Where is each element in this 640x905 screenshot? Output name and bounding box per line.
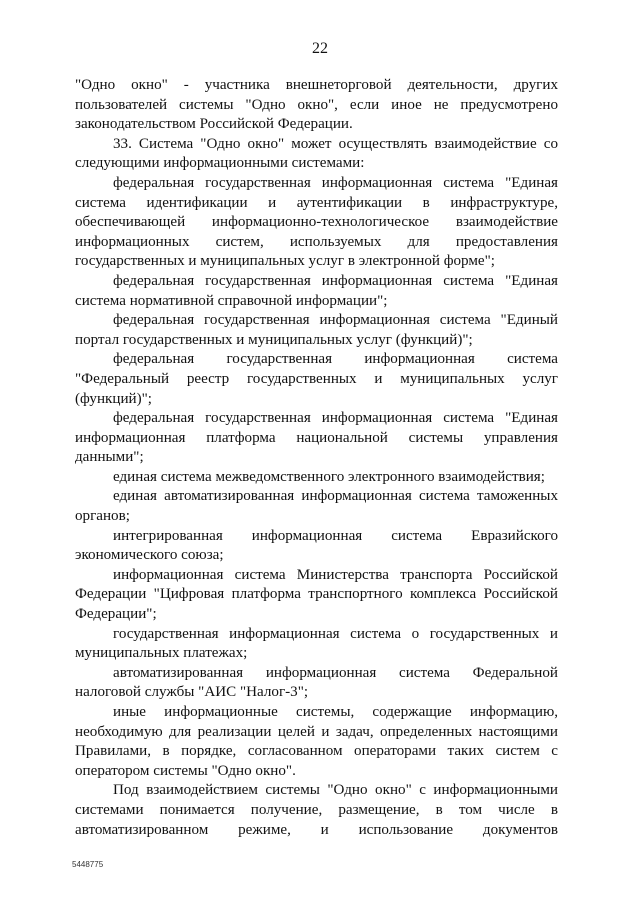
footer-code: 5448775 (72, 860, 104, 869)
paragraph-2: 33. Система "Одно окно" может осуществлять взаимодействие со следующими информационными системами: (75, 135, 558, 172)
paragraph-3: федеральная государственная информационная система "Единая система идентификации и аутентификации в инфраструктуре, обеспечивающей информационно-технологическое взаимодействие информационных систем, используемых для предоставления государственных и муниципальных услуг в электронной форме"; (75, 174, 558, 270)
paragraph-8: единая система межведомственного электронного взаимодействия; (113, 468, 545, 485)
paragraph-6: федеральная государственная информационная система "Федеральный реестр государственных и муниципальных услуг (функций)"; (75, 351, 558, 407)
paragraph-1: "Одно окно" - участника внешнеторговой деятельности, других пользователей системы "Одно окно", если иное не предусмотрено законодательством Российской Федерации. (75, 77, 558, 133)
paragraph-14: иные информационные системы, содержащие информацию, необходимую для реализации целей и задач, определенных настоящими Правилами, в порядке, согласованном операторами таких систем с оператором системы "Одно окно". (75, 704, 558, 779)
paragraph-11: информационная система Министерства транспорта Российской Федерации "Цифровая платформа транспортного комплекса Российской Федерации"; (75, 566, 558, 623)
paragraph-13: автоматизированная информационная система Федеральной налоговой службы "АИС "Налог-3"; (75, 664, 558, 701)
paragraph-10: интегрированная информационная система Евразийского экономического союза; (75, 527, 558, 564)
paragraph-9: единая автоматизированная информационная система таможенных органов; (75, 488, 558, 525)
document-body (75, 76, 558, 840)
paragraph-7: федеральная государственная информационная система "Единая информационная платформа национальной системы управления данными"; (75, 410, 558, 466)
paragraph-12: государственная информационная система о государственных и муниципальных платежах; (75, 625, 558, 662)
page-number: 22 (312, 40, 328, 57)
paragraph-5: федеральная государственная информационная система "Единый портал государственных и муниципальных услуг (функций)"; (75, 312, 558, 348)
paragraph-4: федеральная государственная информационная система "Единая система нормативной справочной информации"; (75, 272, 558, 309)
paragraph-15: Под взаимодействием системы "Одно окно" с информационными системами понимается получение, размещение, в том числе в автоматизированном режиме, и использование документов (75, 782, 558, 838)
